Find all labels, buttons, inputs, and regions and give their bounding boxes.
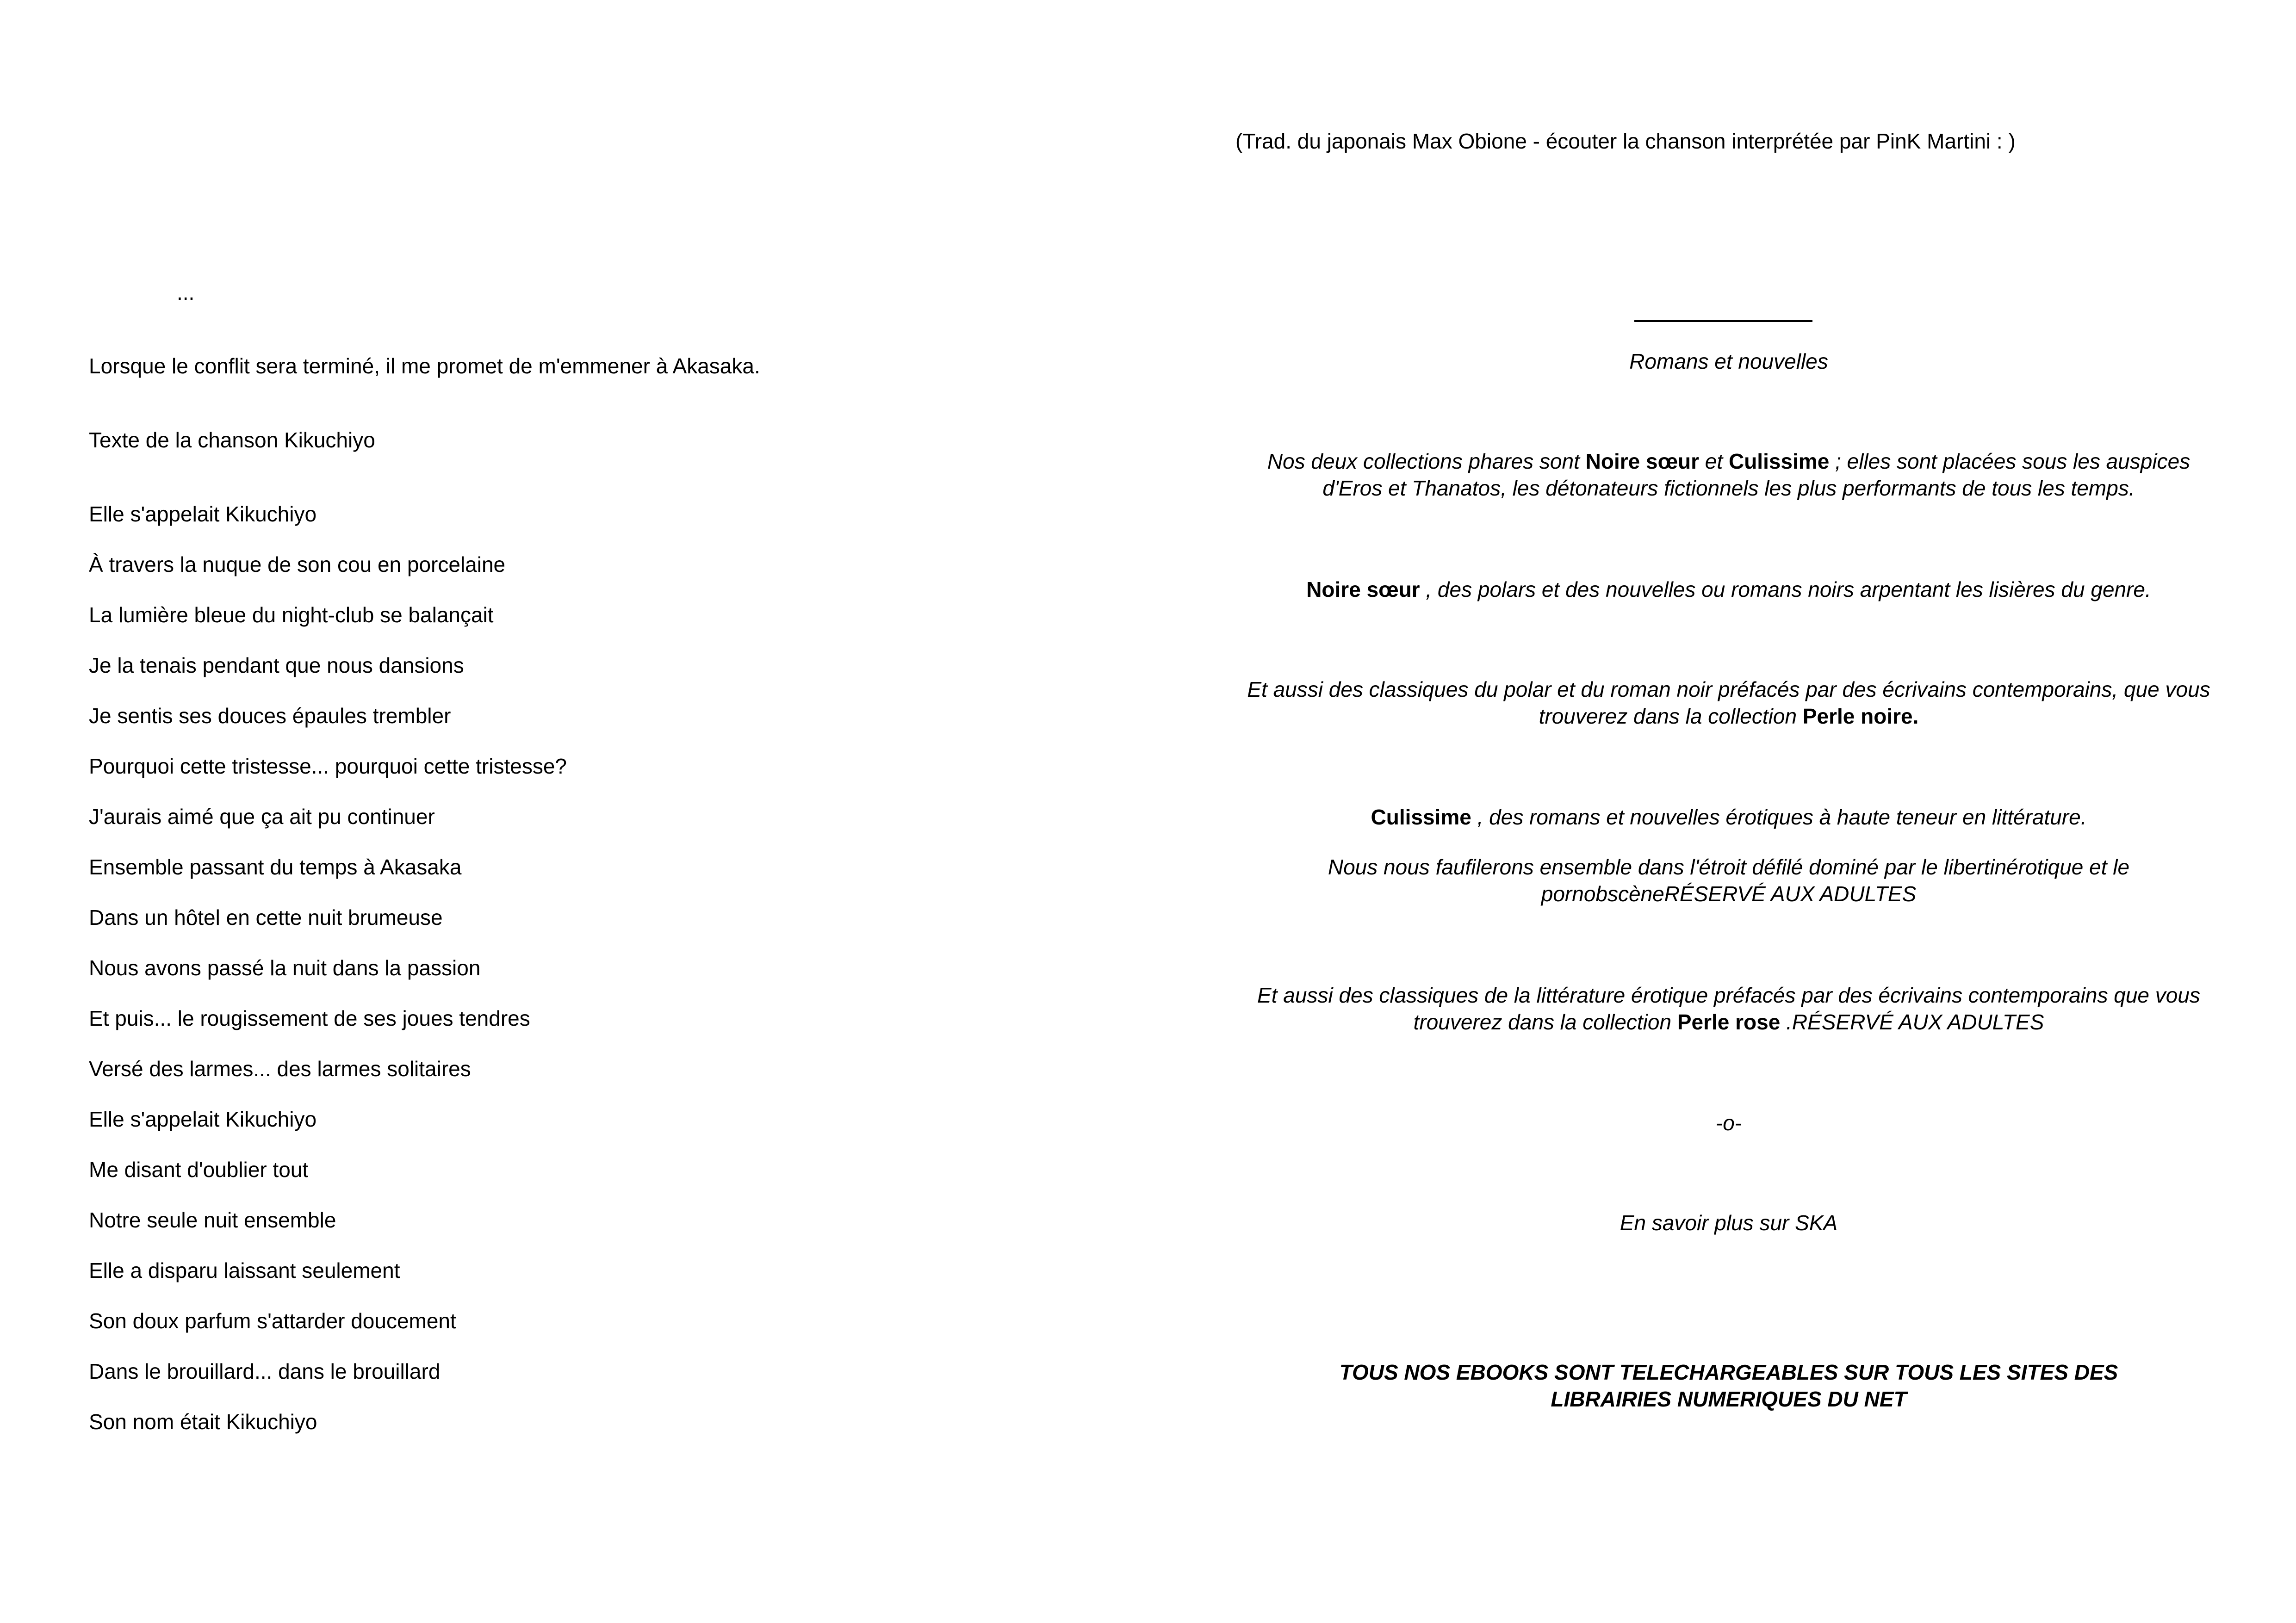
culissime-bold: Culissime bbox=[1728, 449, 1830, 473]
lyric-line: Et puis... le rougissement de ses joues tendres bbox=[89, 1006, 530, 1030]
lyric-line: Me disant d'oublier tout bbox=[89, 1158, 309, 1182]
faufilerons-paragraph: Nous nous faufilerons ensemble dans l'étroit défilé dominé par le libertinérotique et le pornobscèneRÉSERVÉ AUX ADULTES bbox=[1328, 855, 2130, 906]
perle-rose-bold: Perle rose bbox=[1677, 1010, 1781, 1034]
noire-soeur-bold: Noire sœur bbox=[1585, 449, 1700, 473]
lyric-line: La lumière bleue du night-club se balançait bbox=[89, 603, 494, 627]
intro-text-part: Nos deux collections phares sont bbox=[1267, 449, 1586, 473]
noire-soeur-paragraph bbox=[1220, 576, 2238, 603]
lyric-line: Ensemble passant du temps à Akasaka bbox=[89, 855, 462, 879]
lyric-line: Pourquoi cette tristesse... pourquoi cette tristesse? bbox=[89, 754, 567, 778]
lyric-line: Notre seule nuit ensemble bbox=[89, 1208, 336, 1232]
noire-soeur-text: , des polars et des nouvelles ou romans noirs arpentant les lisières du genre. bbox=[1420, 577, 2151, 601]
lyric-line: Elle s'appelait Kikuchiyo bbox=[89, 1107, 317, 1131]
lyric-line: Dans un hôtel en cette nuit brumeuse bbox=[89, 905, 443, 929]
culissime-text: , des romans et nouvelles érotiques à haute teneur en littérature. bbox=[1471, 805, 2087, 829]
song-heading: Texte de la chanson Kikuchiyo bbox=[89, 428, 375, 452]
footer-notice: TOUS NOS EBOOKS SONT TELECHARGEABLES SUR TOUS LES SITES DES LIBRAIRIES NUMERIQUES DU NET bbox=[1339, 1360, 2118, 1411]
culissime-bold: Culissime bbox=[1371, 805, 1471, 829]
lyric-line: À travers la nuque de son cou en porcelaine bbox=[89, 552, 506, 576]
lyric-line: Nous avons passé la nuit dans la passion bbox=[89, 956, 481, 980]
lyric-line: Versé des larmes... des larmes solitaires bbox=[89, 1057, 471, 1081]
lyric-line: J'aurais aimé que ça ait pu continuer bbox=[89, 805, 435, 829]
lyric-line: Je sentis ses douces épaules trembler bbox=[89, 704, 451, 728]
intro-text-part: et bbox=[1699, 449, 1729, 473]
intro-line: Lorsque le conflit sera terminé, il me promet de m'emmener à Akasaka. bbox=[89, 354, 760, 378]
noire-soeur-bold: Noire sœur bbox=[1306, 577, 1420, 601]
intro-text-part: ; elles sont placées sous les auspices d'Eros et Thanatos, les détonateurs fictionnels les plus performants de tous les temps. bbox=[1322, 449, 2191, 500]
lyric-line: Elle a disparu laissant seulement bbox=[89, 1258, 400, 1282]
right-page bbox=[1148, 0, 2296, 1623]
separator: -o- bbox=[1715, 1111, 1742, 1135]
perle-rose-text: .RÉSERVÉ AUX ADULTES bbox=[1780, 1010, 2044, 1034]
perle-noire-bold: Perle noire. bbox=[1802, 704, 1919, 728]
perle-noire-text: Et aussi des classiques du polar et du roman noir préfacés par des écrivains contemporains, que vous trouverez dans la collection bbox=[1247, 677, 2210, 728]
lyric-line: Je la tenais pendant que nous dansions bbox=[89, 653, 464, 677]
culissime-paragraph bbox=[1220, 804, 2238, 830]
translation-note: (Trad. du japonais Max Obione - écouter la chanson interprétée par PinK Martini : ) bbox=[1235, 129, 2016, 153]
lyric-line: Elle s'appelait Kikuchiyo bbox=[89, 502, 317, 526]
divider-rule bbox=[1634, 320, 1812, 322]
lyric-line: Son nom était Kikuchiyo bbox=[89, 1410, 317, 1434]
perle-rose-text: Et aussi des classiques de la littérature érotique préfacés par des écrivains contemporains que vous trouverez dans la collection bbox=[1257, 983, 2200, 1034]
perle-noire-paragraph bbox=[1231, 676, 2226, 730]
section-title: Romans et nouvelles bbox=[1629, 349, 1828, 373]
lyric-line: Dans le brouillard... dans le brouillard bbox=[89, 1359, 441, 1383]
perle-rose-paragraph bbox=[1231, 982, 2226, 1035]
more-link[interactable]: En savoir plus sur SKA bbox=[1620, 1211, 1838, 1235]
lyric-line: Son doux parfum s'attarder doucement bbox=[89, 1309, 456, 1333]
ellipsis: ... bbox=[177, 280, 195, 304]
collections-intro bbox=[1250, 448, 2208, 502]
